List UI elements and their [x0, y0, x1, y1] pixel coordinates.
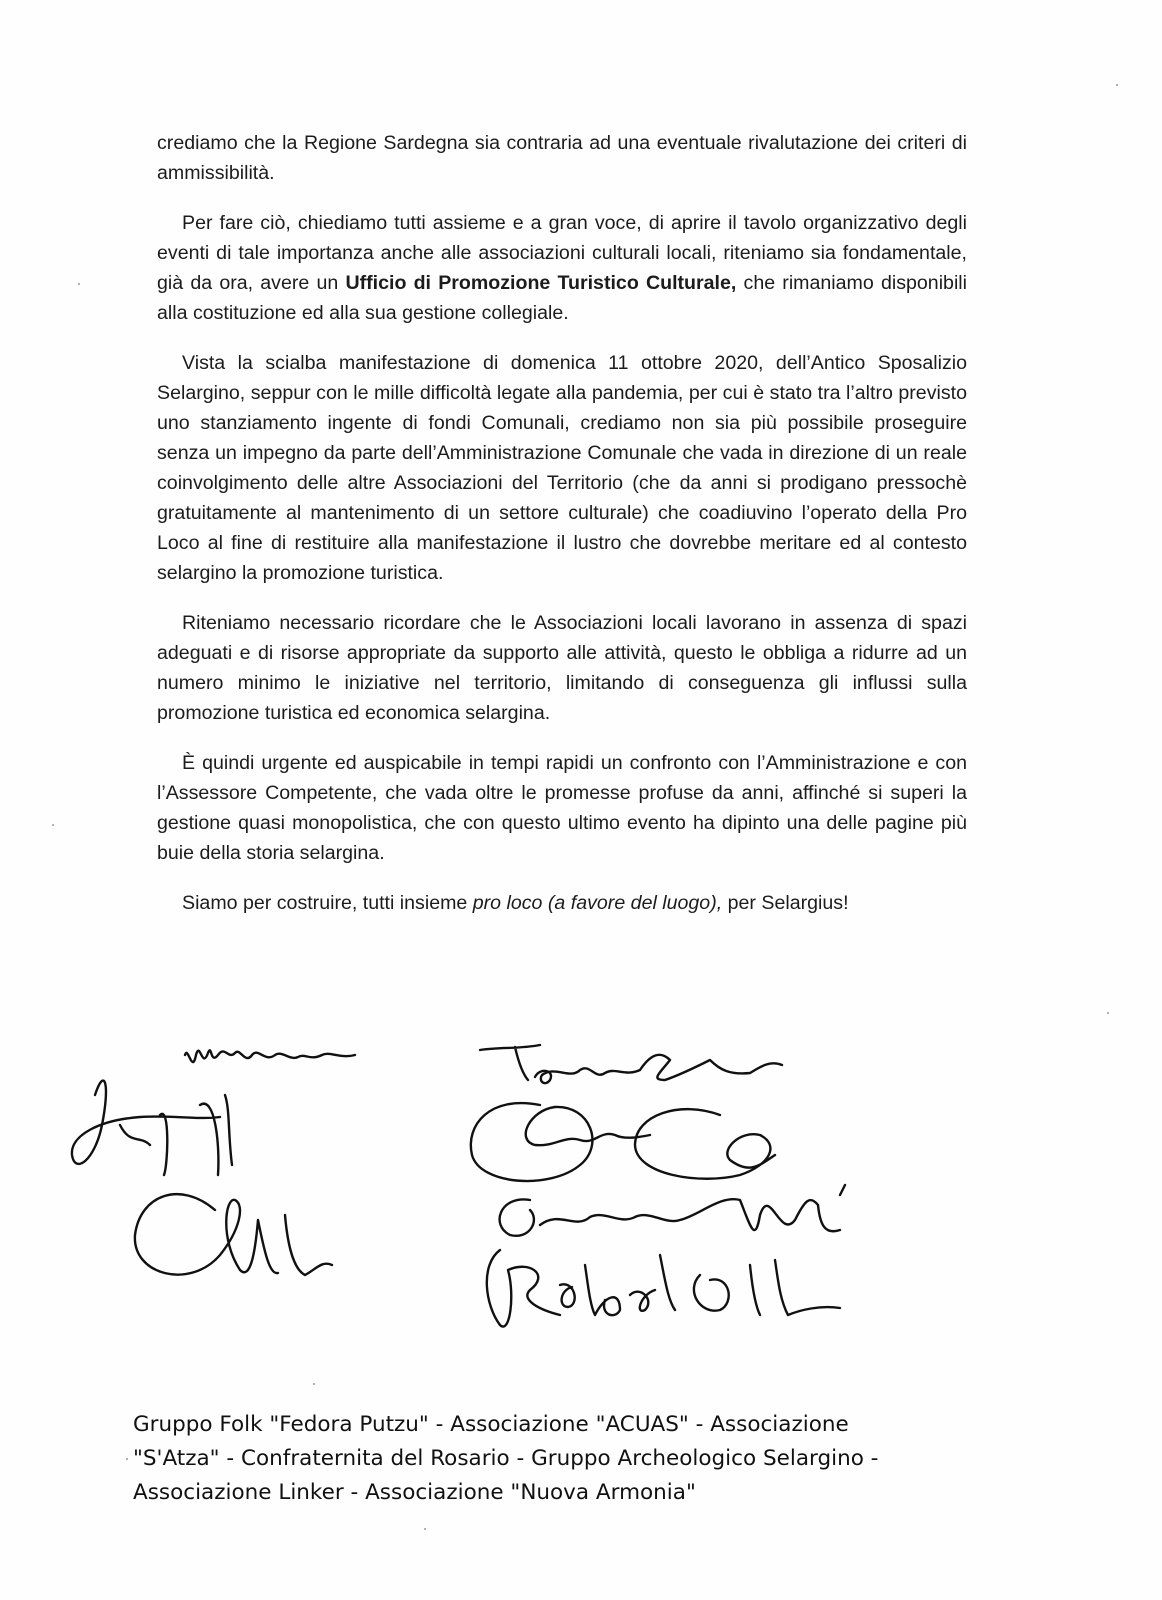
signature-left-3 [135, 1194, 332, 1275]
paragraph-1: crediamo che la Regione Sardegna sia contraria ad una eventuale rivalutazione dei criteri di ammissibilità. [157, 132, 967, 184]
scan-speck [126, 1458, 128, 1460]
scan-speck [1107, 1012, 1109, 1014]
signature-right-3 [635, 1109, 775, 1179]
footer-line-2: "S'Atza" - Confraternita del Rosario - Gruppo Archeologico Selargino - [133, 1446, 879, 1471]
footer-line-3: Associazione Linker - Associazione "Nuova Armonia" [133, 1480, 696, 1505]
paragraph-2-text-a: Per fare ciò, chiediamo tutti assieme e a gran voce, di aprire il tavolo organizzativo degli eventi di tale importanza anche alle associazioni culturali locali, riteniamo sia fondamentale, già da ora, avere un [157, 212, 967, 294]
paragraph-3: Vista la scialba manifestazione di domenica 11 ottobre 2020, dell’Antico Sposalizio Selargino, seppur con le mille difficoltà legate alla pandemia, per cui è stato tra l’altro previsto uno stanziamento ingente di fondi Comunali, crediamo non sia più possibile proseguire senza un impegno da parte dell’Amministrazione Comunale che vada in direzione di un reale coinvolgimento delle altre Associazioni del Territorio (che da anni si prodigano pressochè gratuitamente al mantenimento di un settore culturale) che coadiuvino l’operato della Pro Loco al fine di restituire alla manifestazione il lustro che dovrebbe meritare ed al contesto selargino la promozione turistica. [157, 352, 967, 584]
handwritten-signatures [60, 1025, 940, 1365]
scan-speck [52, 824, 54, 826]
footer-line-1: Gruppo Folk "Fedora Putzu" - Associazione "ACUAS" - Associazione [133, 1412, 849, 1437]
paragraph-closing [157, 888, 967, 918]
signature-left-1 [185, 1050, 355, 1062]
signatures-area [60, 1025, 940, 1365]
scan-speck [313, 1383, 315, 1385]
signature-right-1 [480, 1045, 782, 1083]
closing-text-b: per Selargius! [722, 892, 849, 914]
paragraph-2-text-b: che rimaniamo disponibili alla costituzione ed alla sua gestione collegiale. [157, 272, 968, 324]
signature-right-4 [500, 1185, 845, 1236]
footer-associations [133, 1408, 963, 1510]
scan-speck [1116, 84, 1118, 86]
signature-left-2 [72, 1081, 232, 1175]
paragraph-2 [157, 208, 967, 328]
closing-italic: pro loco (a favore del luogo), [472, 892, 723, 914]
paragraph-4: Riteniamo necessario ricordare che le Associazioni locali lavorano in assenza di spazi adeguati e di risorse appropriate da supporto alle attività, questo le obbliga a ridurre ad un numero minimo le iniziative nel territorio, limitando di conseguenza gli influssi sulla promozione turistica ed economica selargina. [157, 612, 967, 724]
scan-speck [424, 1528, 426, 1530]
closing-text-a: Siamo per costruire, tutti insieme [182, 892, 473, 914]
signature-right-5 [487, 1250, 840, 1327]
signature-right-2 [471, 1103, 650, 1181]
scan-speck [78, 283, 80, 285]
letter-body [157, 128, 967, 938]
paragraph-5: È quindi urgente ed auspicabile in tempi rapidi un confronto con l’Amministrazione e con l’Assessore Competente, che vada oltre le promesse profuse da anni, affinché si superi la gestione quasi monopolistica, che con questo ultimo evento ha dipinto una delle pagine più buie della storia selargina. [157, 752, 967, 864]
paragraph-2-bold: Ufficio di Promozione Turistico Culturale, [345, 272, 737, 294]
